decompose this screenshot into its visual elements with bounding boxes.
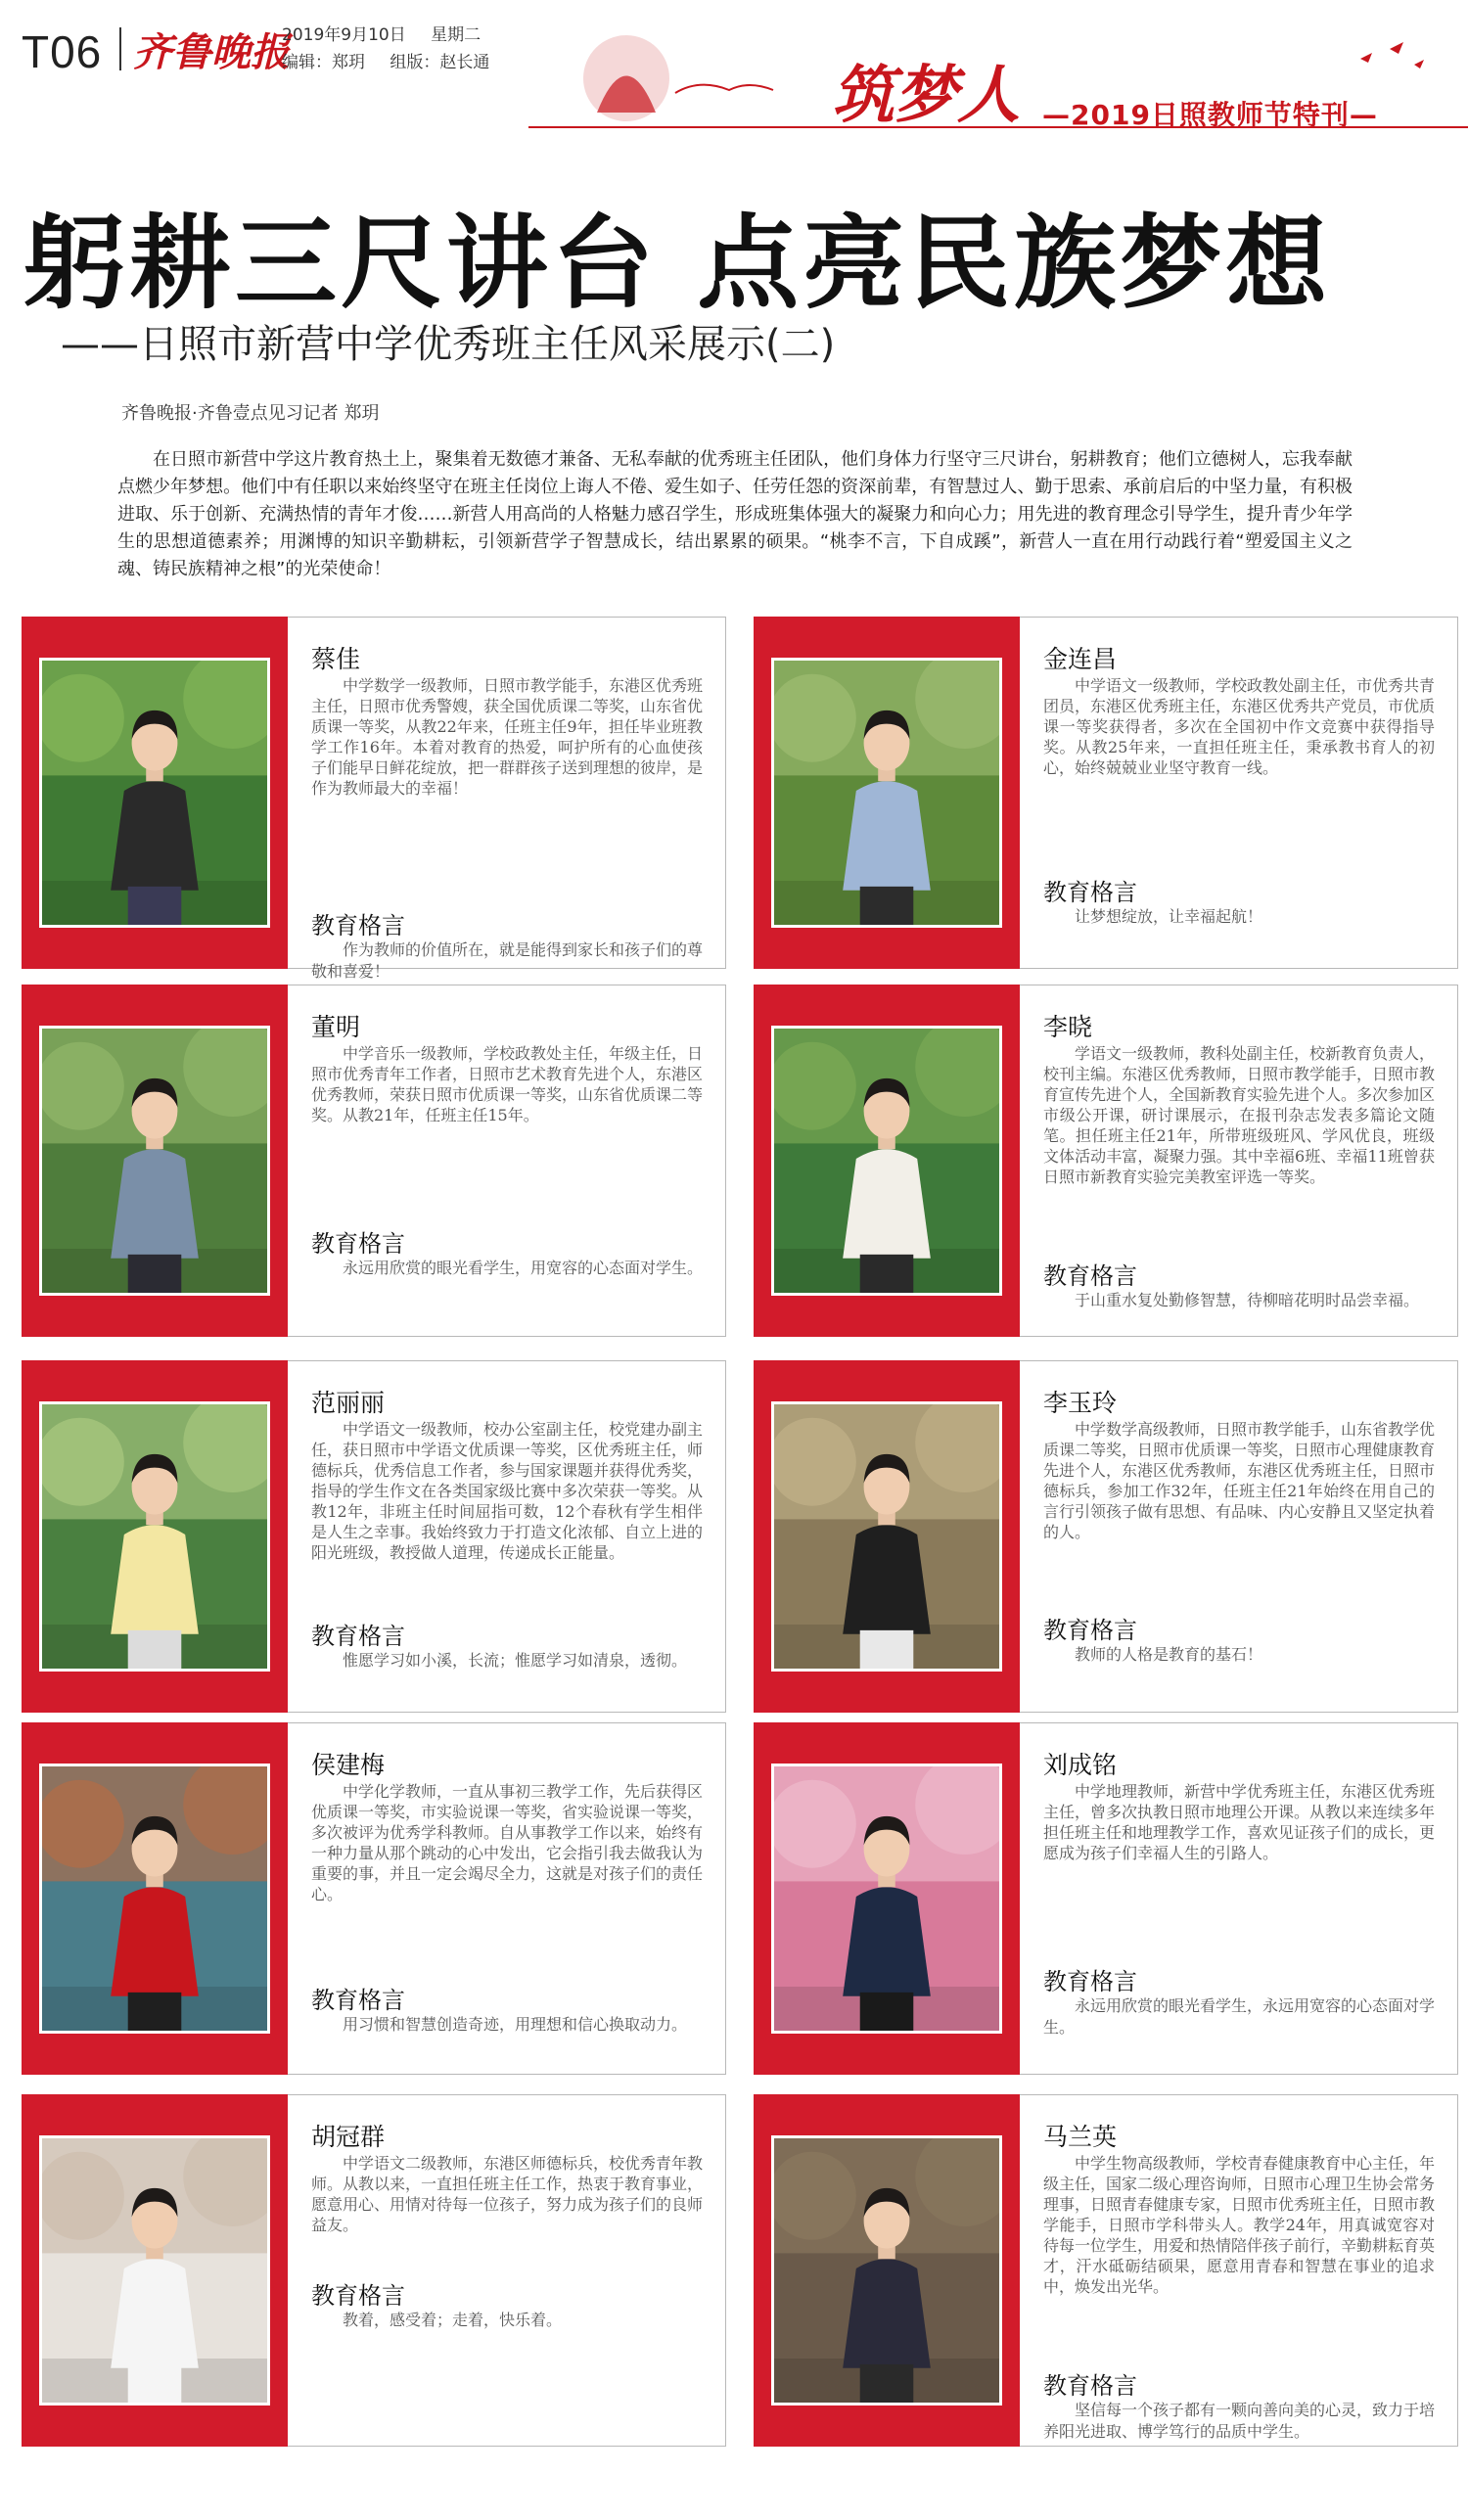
- motto-heading: 教育格言: [1043, 2372, 1137, 2400]
- teacher-photo: [39, 1764, 270, 2034]
- teacher-motto: 坚信每一个孩子都有一颗向善向美的心灵，致力于培养阳光进取、博学笃行的品质中学生。: [1043, 2401, 1436, 2441]
- teacher-card: [754, 1360, 1458, 1713]
- teacher-bio: 学语文一级教师，教科处副主任，校新教育负责人，校刊主编。东港区优秀教师，日照市教学能手，日照市教育宣传先进个人，全国新教育实验先进个人。多次参加区市级公开课，研讨课展示，在报刊杂志发表多篇论文随笔。担任班主任21年，所带班级班风、学风优良，班级文体活动丰富，凝聚力强。其中幸福6班、幸福11班曾获日照市新教育实验完美教室评选一等奖。: [1043, 1044, 1436, 1186]
- teacher-photo: [771, 658, 1002, 928]
- teacher-bio: 中学生物高级教师，学校青春健康教育中心主任，年级主任，国家二级心理咨询师，日照市心理卫生协会常务理事，日照青春健康专家，日照市优秀班主任，日照市教学能手，日照市学科带头人。教学24年，用真诚宽容对待每一位学生，用爱和热情陪伴孩子前行，辛勤耕耘育英才，汗水砥砺结硕果，愿意用青春和智慧在事业的追求中，焕发出光华。: [1043, 2154, 1436, 2296]
- teacher-name: 金连昌: [1043, 645, 1118, 673]
- issue-weekday: 星期二: [431, 25, 482, 45]
- teacher-name: 李晓: [1043, 1013, 1093, 1041]
- teacher-bio: 中学数学高级教师，日照市教学能手，山东省教学优质课二等奖，日照市优质课一等奖，日照市心理健康教育先进个人，东港区优秀教师，东港区优秀班主任，日照市德标兵，参加工作32年，任班主任21年始终在用自己的言行引领孩子做有思想、有品味、内心安静且又坚定执着的人。: [1043, 1420, 1436, 1541]
- teacher-motto: 作为教师的价值所在，就是能得到家长和孩子们的尊敬和喜爱！: [311, 940, 704, 981]
- teacher-bio: 中学地理教师，新营中学优秀班主任，东港区优秀班主任，曾多次执教日照市地理公开课。从教以来连续多年担任班主任和地理教学工作，喜欢见证孩子们的成长，更愿成为孩子们幸福人生的引路人。: [1043, 1782, 1436, 1862]
- motto-heading: 教育格言: [311, 2282, 405, 2310]
- teacher-motto: 教师的人格是教育的基石！: [1075, 1645, 1263, 1664]
- teacher-motto: 永远用欣赏的眼光看学生，永远用宽容的心态面对学生。: [1043, 1996, 1436, 2037]
- teacher-motto: 让梦想绽放，让幸福起航！: [1075, 907, 1263, 926]
- teacher-bio: 中学音乐一级教师，学校政教处主任，年级主任，日照市优秀青年工作者，日照市艺术教育先进个人，东港区优秀教师，荣获日照市优质课一等奖，山东省优质课二等奖。从教21年，任班主任15年。: [311, 1044, 704, 1124]
- teacher-motto: 于山重水复处勤修智慧，待柳暗花明时品尝幸福。: [1075, 1291, 1420, 1309]
- page-number: T06: [22, 26, 103, 77]
- teacher-card: [22, 1722, 726, 2075]
- byline: 齐鲁晚报·齐鲁壹点见习记者 郑玥: [121, 403, 380, 424]
- masthead-divider: [119, 27, 121, 70]
- intro-paragraph: 在日照市新营中学这片教育热土上，聚集着无数德才兼备、无私奉献的优秀班主任团队，他们身体力行坚守三尺讲台，躬耕教育；他们立德树人，忘我奉献点燃少年梦想。他们中有任职以来始终坚守在班主任岗位上诲人不倦、爱生如子、任劳任怨的资深前辈，有智慧过人、勤于思索、承前启后的中坚力量，有积极进取、乐于创新、充满热情的青年才俊……新营人用高尚的人格魅力感召学生，形成班集体强大的凝聚力和向心力；用先进的教育理念引导学生，提升青少年学生的思想道德素养；用渊博的知识辛勤耕耘，引领新营学子智慧成长，结出累累的硕果。“桃李不言，下自成蹊”，新营人一直在用行动践行着“塑爱国主义之魂、铸民族精神之根”的光荣使命！: [117, 449, 1353, 579]
- issue-meta: [282, 22, 509, 76]
- teacher-card: [22, 985, 726, 1337]
- teacher-card: [754, 985, 1458, 1337]
- issue-date: 2019年9月10日: [282, 25, 406, 45]
- editor-credit: 编辑：郑玥: [282, 53, 365, 72]
- teacher-name: 胡冠群: [311, 2123, 386, 2151]
- headline: 躬耕三尺讲台 点亮民族梦想: [23, 204, 1332, 323]
- teacher-card: [22, 617, 726, 981]
- teacher-photo: [39, 658, 270, 928]
- teacher-name: 马兰英: [1043, 2123, 1118, 2151]
- teacher-name: 侯建梅: [311, 1751, 386, 1779]
- teacher-name: 蔡佳: [311, 645, 361, 673]
- teacher-photo: [771, 1764, 1002, 2034]
- teacher-name: 李玉玲: [1043, 1389, 1118, 1417]
- teacher-motto: 永远用欣赏的眼光看学生，用宽容的心态面对学生。: [343, 1259, 704, 1277]
- teacher-name: 范丽丽: [311, 1389, 386, 1417]
- teacher-bio: 中学语文一级教师，学校政教处副主任，市优秀共青团员，东港区优秀班主任，东港区优秀共产党员，市优质课一等奖获得者，多次在全国初中作文竞赛中获得指导奖。从教25年来，一直担任班主任，秉承教书育人的初心，始终兢兢业业坚守教育一线。: [1043, 676, 1436, 777]
- motto-heading: 教育格言: [1043, 879, 1137, 906]
- motto-heading: 教育格言: [311, 912, 405, 939]
- motto-heading: 教育格言: [1043, 1617, 1137, 1644]
- teacher-motto: 教着，感受着；走着，快乐着。: [343, 2311, 563, 2329]
- teacher-motto: 用习惯和智慧创造奇迹，用理想和信心换取动力。: [343, 2015, 688, 2034]
- teacher-photo: [771, 1026, 1002, 1296]
- teacher-card: [754, 2094, 1458, 2447]
- teacher-card: [754, 1722, 1458, 2075]
- newspaper-logo: 齐鲁晚报: [133, 29, 290, 75]
- teacher-photo: [771, 2135, 1002, 2405]
- teacher-bio: 中学语文一级教师，校办公室副主任，校党建办副主任，获日照市中学语文优质课一等奖，区优秀班主任，师德标兵，优秀信息工作者，参与国家课题并获得优秀奖，指导的学生作文在各类国家级比赛中多次荣获一等奖。从教12年，非班主任时间屈指可数，12个春秋有学生相伴是人生之幸事。我始终致力于打造文化浓郁、自立上进的阳光班级，教授做人道理，传递成长正能量。: [311, 1420, 704, 1562]
- special-issue-title: 筑梦人: [832, 59, 1020, 132]
- teacher-name: 董明: [311, 1013, 361, 1041]
- teacher-bio: 中学语文二级教师，东港区师德标兵，校优秀青年教师。从教以来，一直担任班主任工作，热衷于教育事业，愿意用心、用情对待每一位孩子，努力成为孩子们的良师益友。: [311, 2154, 704, 2234]
- teacher-photo: [39, 1401, 270, 1672]
- teacher-photo: [39, 1026, 270, 1296]
- motto-heading: 教育格言: [1043, 1262, 1137, 1290]
- teacher-motto: 惟愿学习如小溪，长流；惟愿学习如清泉，透彻。: [343, 1651, 688, 1670]
- motto-heading: 教育格言: [311, 1987, 405, 2014]
- teacher-card: [754, 617, 1458, 969]
- teacher-photo: [771, 1401, 1002, 1672]
- teacher-card: [22, 1360, 726, 1713]
- subheadline: ——日照市新营中学优秀班主任风采展示(二): [61, 322, 836, 367]
- teacher-name: 刘成铭: [1043, 1751, 1118, 1779]
- teacher-bio: 中学数学一级教师，日照市教学能手，东港区优秀班主任，日照市优秀警嫂，获全国优质课二等奖，山东省优质课一等奖，从教22年来，任班主任9年，担任毕业班教学工作16年。本着对教育的热爱，呵护所有的心血使孩子们能早日鲜花绽放，把一群群孩子送到理想的彼岸，是作为教师最大的幸福！: [311, 676, 704, 798]
- special-issue-subtitle: —2019日照教师节特刊—: [1042, 99, 1378, 131]
- motto-heading: 教育格言: [1043, 1968, 1137, 1995]
- motto-heading: 教育格言: [311, 1230, 405, 1258]
- teacher-card: [22, 2094, 726, 2447]
- layout-credit: 组版：赵长通: [390, 53, 490, 72]
- masthead: [0, 0, 1468, 147]
- teacher-photo: [39, 2135, 270, 2405]
- motto-heading: 教育格言: [311, 1623, 405, 1650]
- teacher-bio: 中学化学教师，一直从事初三教学工作，先后获得区优质课一等奖，市实验说课一等奖，省实验说课一等奖，多次被评为优秀学科教师。自从事教学工作以来，始终有一种力量从那个跳动的心中发出，它会指引我去做我认为重要的事，并且一定会竭尽全力，这就是对孩子们的责任心。: [311, 1782, 704, 1903]
